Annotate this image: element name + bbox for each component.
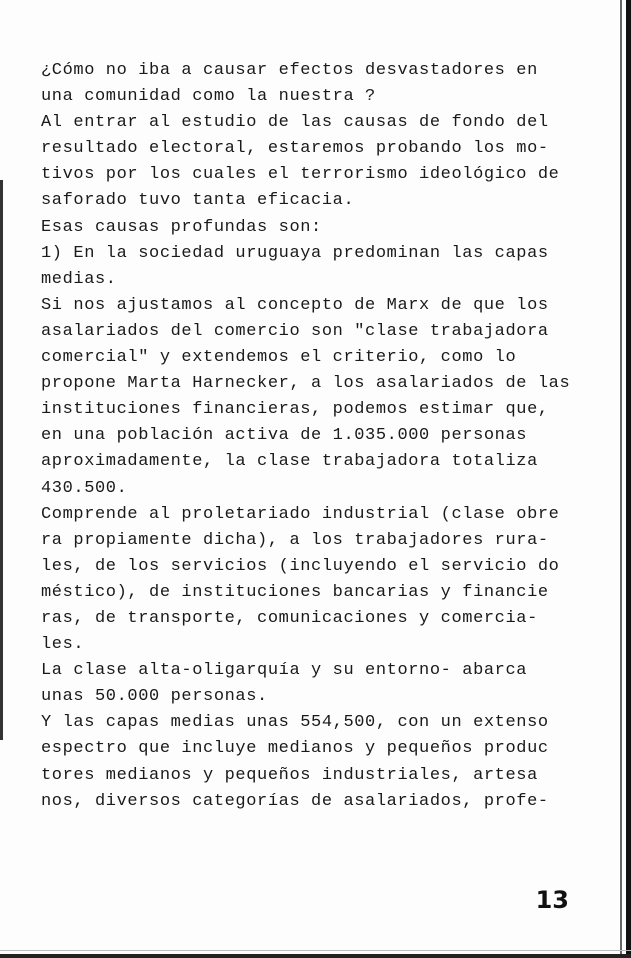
text-line: en una población activa de 1.035.000 personas	[41, 426, 528, 446]
text-line: propone Marta Harnecker, a los asalariados de las	[41, 374, 571, 394]
text-line: Si nos ajustamos al concepto de Marx de que los	[41, 295, 549, 315]
text-line: Y las capas medias unas 554,500, con un extenso	[41, 713, 549, 733]
text-line: instituciones financieras, podemos estimar que,	[41, 400, 549, 420]
text-line: 1) En la sociedad uruguaya predominan las capas	[41, 243, 549, 263]
text-line: resultado electoral, estaremos probando los mo-	[41, 139, 549, 159]
text-line: les.	[41, 635, 85, 655]
text-line: ra propiamente dicha), a los trabajadores rura-	[41, 530, 549, 550]
scan-edge-right-inner	[620, 0, 622, 958]
text-line: Esas causas profundas son:	[41, 217, 322, 237]
text-line: ras, de transporte, comunicaciones y comercia-	[41, 608, 538, 628]
text-line: espectro que incluye medianos y pequeños produc	[41, 739, 549, 759]
text-line: nos, diversos categorías de asalariados, profe-	[41, 791, 549, 811]
text-line: medias.	[41, 269, 117, 289]
text-line: les, de los servicios (incluyendo el servicio do	[41, 556, 560, 576]
text-line: méstico), de instituciones bancarias y financie	[41, 582, 549, 602]
text-line: 430.500.	[41, 478, 128, 498]
text-line: aproximadamente, la clase trabajadora totaliza	[41, 452, 538, 472]
scan-edge-right	[626, 0, 631, 958]
scan-edge-bottom-inner	[0, 950, 631, 951]
text-line: asalariados del comercio son "clase trabajadora	[41, 321, 549, 341]
text-line: Al entrar al estudio de las causas de fondo del	[41, 113, 549, 133]
text-line: una comunidad como la nuestra ?	[41, 87, 376, 107]
body-text	[41, 58, 581, 815]
text-line: Comprende al proletariado industrial (clase obre	[41, 504, 560, 524]
text-line: comercial" y extendemos el criterio, como lo	[41, 348, 517, 368]
text-line: ¿Cómo no iba a causar efectos desvastadores en	[41, 61, 538, 80]
page-number: 13	[535, 886, 569, 914]
text-line: saforado tuvo tanta eficacia.	[41, 191, 355, 211]
text-line: La clase alta-oligarquía y su entorno- abarca	[41, 661, 528, 681]
scan-edge-bottom	[0, 954, 631, 958]
text-line: tivos por los cuales el terrorismo ideológico de	[41, 165, 560, 185]
scan-edge-left	[0, 180, 3, 740]
text-line: unas 50.000 personas.	[41, 687, 268, 707]
text-line: tores medianos y pequeños industriales, artesa	[41, 765, 538, 785]
